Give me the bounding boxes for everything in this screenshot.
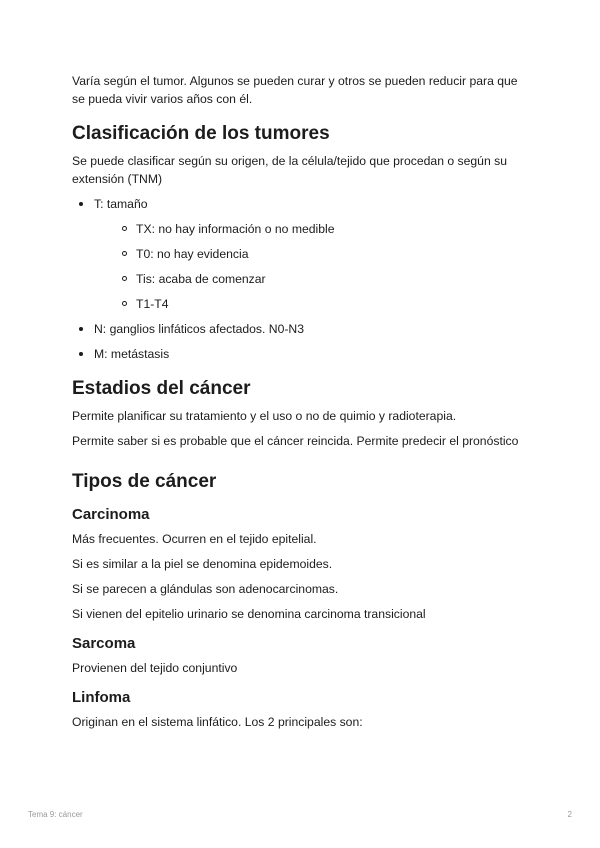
heading-clasificacion: Clasificación de los tumores <box>72 123 330 144</box>
sublist-item: T1-T4 <box>115 295 528 313</box>
carcinoma-line: Si vienen del epitelio urinario se denomina carcinoma transicional <box>72 607 426 621</box>
list-item-m: M: metástasis <box>72 345 528 363</box>
sublist-item: TX: no hay información o no medible <box>115 220 528 238</box>
tnm-list <box>72 195 528 363</box>
footer-title: Tema 9: cáncer <box>28 810 83 819</box>
list-item-t-label: T: tamaño <box>94 197 148 211</box>
heading-estadios: Estadios del cáncer <box>72 378 251 399</box>
heading-carcinoma: Carcinoma <box>72 506 150 523</box>
sarcoma-paragraph: Provienen del tejido conjuntivo <box>72 661 238 675</box>
heading-tipos: Tipos de cáncer <box>72 471 217 492</box>
carcinoma-line: Si se parecen a glándulas son adenocarcinomas. <box>72 582 339 596</box>
estadios-paragraph-2: Permite saber si es probable que el cáncer reincida. Permite predecir el pronóstico <box>72 434 519 448</box>
linfoma-paragraph: Originan en el sistema linfático. Los 2 principales son: <box>72 715 363 729</box>
page-content <box>72 72 528 738</box>
intro-paragraph: Varía según el tumor. Algunos se pueden curar y otros se pueden reducir para que se pueda vivir varios años con él. <box>72 74 518 106</box>
t-sublist <box>94 220 528 313</box>
list-item-n: N: ganglios linfáticos afectados. N0-N3 <box>72 320 528 338</box>
sublist-item: Tis: acaba de comenzar <box>115 270 528 288</box>
list-item-t <box>72 195 528 313</box>
page-number: 2 <box>567 810 572 819</box>
estadios-paragraph-1: Permite planificar su tratamiento y el uso o no de quimio y radioterapia. <box>72 409 457 423</box>
carcinoma-line: Más frecuentes. Ocurren en el tejido epitelial. <box>72 532 317 546</box>
clasificacion-paragraph: Se puede clasificar según su origen, de la célula/tejido que procedan o según su extensión (TNM) <box>72 154 507 186</box>
carcinoma-line: Si es similar a la piel se denomina epidemoides. <box>72 557 333 571</box>
heading-sarcoma: Sarcoma <box>72 635 136 652</box>
heading-linfoma: Linfoma <box>72 689 131 706</box>
sublist-item: T0: no hay evidencia <box>115 245 528 263</box>
